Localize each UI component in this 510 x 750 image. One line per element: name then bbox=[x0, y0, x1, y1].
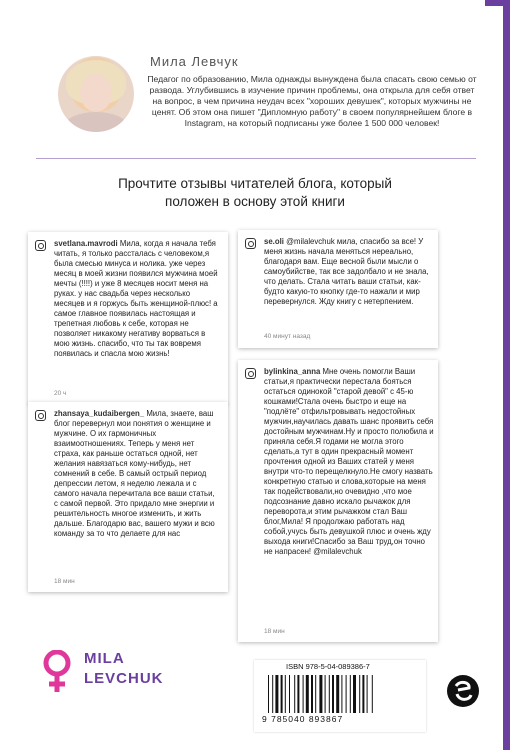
publisher-logo-icon bbox=[446, 674, 480, 708]
review-time: 18 мин bbox=[54, 578, 75, 585]
review-body bbox=[264, 237, 430, 307]
review-username: svetlana.mavrodi bbox=[54, 239, 118, 248]
review-text: Мне очень помогли Ваши статьи,я практически перестала бояться остаться одинокой "старой девой" с 45-ю кошками!Стала очень быстро и еще на "подлёте" отфильтровывать недостойных мужчин,научилась давать шанс проявить себя достойным мужчинам.Ну и просто полюбила и приняла себя.Я годами не могла этого сделать,а тут в один прекрасный момент прочтения одной из Ваших статей у меня внутри что-то перещелкнуло.Не смогу назвать конкретную статью и слова,которые на меня так подействовали,но очевидно ,что мое подсознание давно искало рычажок для переворота,и этим рычажком стал Ваш блог,Мила! Я продолжаю работать над собой,учусь быть девушкой плюс и очень жду выхода книги!Спасибо за Ваш труд,он точно не напрасен! @milalevchuk bbox=[264, 367, 434, 556]
instagram-icon bbox=[35, 240, 46, 251]
review-body bbox=[264, 367, 434, 557]
instagram-icon bbox=[35, 410, 46, 421]
top-accent bbox=[485, 0, 503, 6]
barcode-number: 9 785040 893867 bbox=[262, 714, 344, 724]
spine-stripe bbox=[503, 0, 510, 750]
author-block bbox=[58, 44, 478, 144]
logo-text-levchuk: LEVCHUK bbox=[84, 670, 164, 687]
review-body bbox=[54, 239, 220, 359]
author-photo bbox=[58, 56, 134, 132]
review-username: bylinkina_anna bbox=[264, 367, 321, 376]
author-name: Мила Левчук bbox=[150, 54, 239, 69]
review-card bbox=[28, 232, 228, 404]
instagram-icon bbox=[245, 368, 256, 379]
review-time: 18 мин bbox=[264, 628, 285, 635]
logo-text-mila: MILA bbox=[84, 650, 125, 667]
review-time: 40 минут назад bbox=[264, 333, 311, 340]
divider bbox=[36, 158, 476, 159]
review-username: zhansaya_kudaibergen_ bbox=[54, 409, 145, 418]
review-text: Мила, когда я начала тебя читать, я только рассталась с человеком,я была смесью минуса и нолика. уже через месяц в моей жизни появился мужчина моей мечты (!!!!) и уже 8 месяцев носит меня на руках. у нас свадьба через несколько месяцев и я горжусь быть женщиной-плюс! а самое главное появилась настоящая и трепетная любовь к себе, которая не позволяет никакому негативу ворваться в мою жизнь. спасибо, что ты так вовремя появилась и спасла мою жизнь! bbox=[54, 239, 218, 358]
isbn-text: ISBN 978-5-04-089386-7 bbox=[286, 662, 370, 671]
review-username: se.oli bbox=[264, 237, 284, 246]
review-card bbox=[238, 230, 438, 348]
logo-mark-icon bbox=[40, 650, 74, 694]
author-bio: Педагог по образованию, Мила однажды вынуждена была спасать свою семью от развода. Углубившись в изучение причин проблемы, она открыла для себя ответ на вопрос, в чем причина неудач всех "хороших девушек", которых мужчины не ценят. Об этом она пишет "Дипломную работу" в своем популярнейшем блоге в Instagram, на который подписаны уже более 1 500 000 человек! bbox=[147, 74, 477, 128]
mila-levchuk-logo bbox=[40, 648, 220, 698]
barcode bbox=[268, 675, 404, 713]
instagram-icon bbox=[245, 238, 256, 249]
review-time: 20 ч bbox=[54, 390, 67, 397]
reviews-heading: Прочтите отзывы читателей блога, который положен в основу этой книги bbox=[118, 176, 392, 209]
review-card bbox=[28, 402, 228, 592]
review-text: @milalevchuk мила, спасибо за все! У меня жизнь начала меняться нереально, благодаря вам. Еще весной были мысли о самоубийстве, так все задолбало и не знала, что делать. Стала читать ваши статьи, как-будто какую-то кнопку где-то нажали и мир перевернулся. Жду книгу с нетерпением. bbox=[264, 237, 429, 306]
review-card bbox=[238, 360, 438, 642]
review-text: Мила, знаете, ваш блог перевернул мои понятия о женщине и мужчине. О их гармоничных взаимоотношениях. Теперь у меня нет страха, как раньше остаться одной, нет желания навязаться кому-нибудь, нет сомнений в себе. В самый острый период депрессии летом, я неделю лежала и с самого начала перечитала все ваши статьи, с самой первой. Это придало мне энергии и решительность многое изменить, и жить дальше. Благодарю вас, вашего мужи и всю команду за то что делаете для нас bbox=[54, 409, 215, 538]
review-body bbox=[54, 409, 220, 539]
